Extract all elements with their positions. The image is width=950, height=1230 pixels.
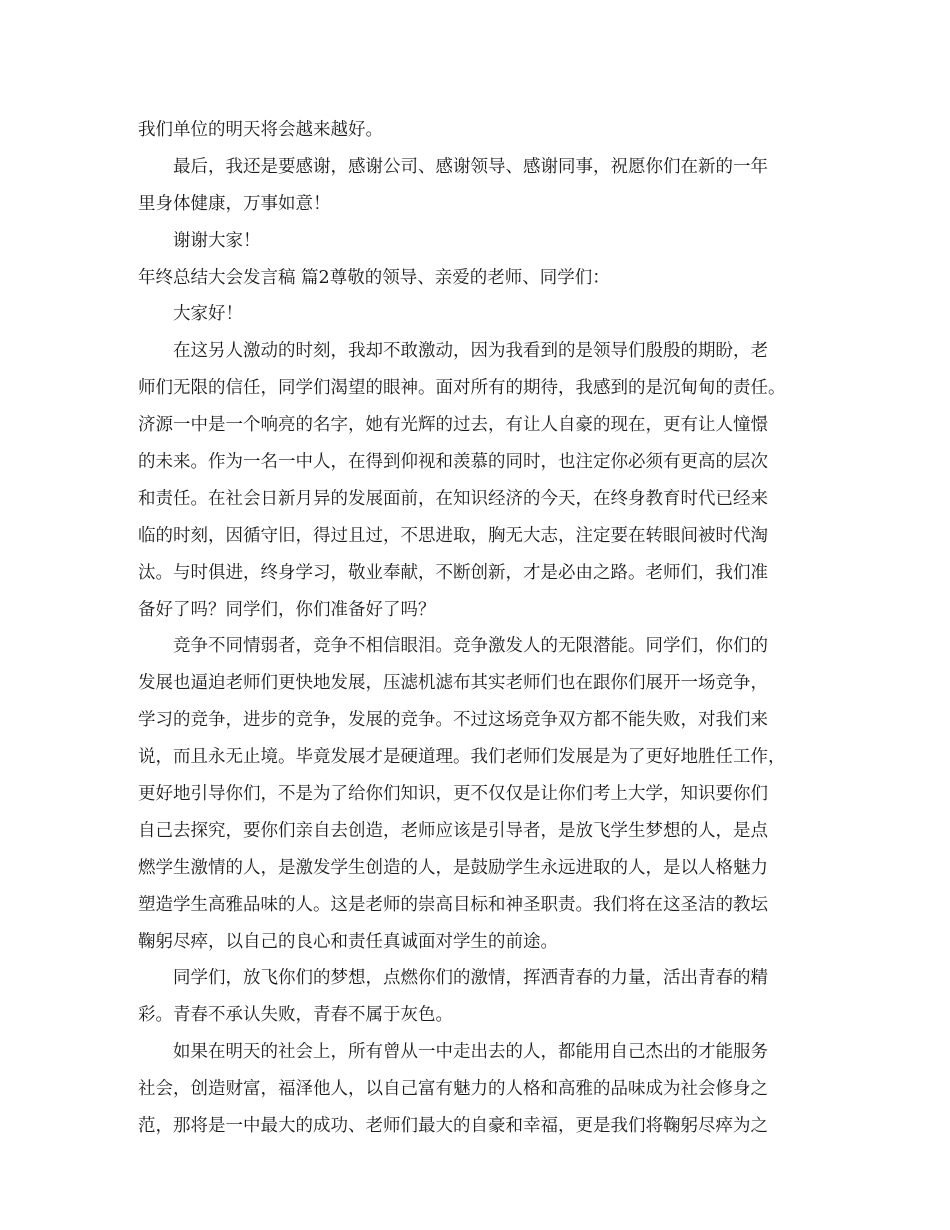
document-body — [138, 112, 828, 1145]
text-line: 范，那将是一中最大的成功、老师们最大的自豪和幸福，更是我们将鞠躬尽瘁为之 — [138, 1116, 768, 1137]
text-line: 社会，创造财富，福泽他人，以自己富有魅力的人格和高雅的品味成为社会修身之 — [138, 1079, 768, 1100]
text-line: 发展也逼迫老师们更快地发展，压滤机滤布其实老师们也在跟你们展开一场竞争， — [138, 673, 768, 694]
text-line: 最后，我还是要感谢，感谢公司、感谢领导、感谢同事，祝愿你们在新的一年 — [173, 156, 768, 177]
text-line: 济源一中是一个响亮的名字，她有光辉的过去，有让人自豪的现在，更有让人憧憬 — [138, 415, 768, 436]
text-line: 鞠躬尽瘁，以自己的良心和责任真诚面对学生的前途。 — [138, 931, 558, 952]
text-line: 师们无限的信任，同学们渴望的眼神。面对所有的期待，我感到的是沉甸甸的责任。 — [138, 378, 786, 399]
text-line: 汰。与时俱进，终身学习，敬业奉献，不断创新，才是必由之路。老师们，我们准 — [138, 562, 768, 583]
text-line: 竞争不同情弱者，竞争不相信眼泪。竞争激发人的无限潜能。同学们，你们的 — [173, 636, 768, 657]
text-line: 彩。青春不承认失败，青春不属于灰色。 — [138, 1005, 453, 1026]
text-line: 说，而且永无止境。毕竟发展才是硬道理。我们老师们发展是为了更好地胜任工作， — [138, 747, 786, 768]
text-line: 备好了吗？同学们，你们准备好了吗？ — [138, 599, 436, 620]
text-line: 和责任。在社会日新月异的发展面前，在知识经济的今天，在终身教育时代已经来 — [138, 488, 768, 509]
text-line: 里身体健康，万事如意！ — [138, 193, 331, 214]
text-line: 同学们，放飞你们的梦想，点燃你们的激情，挥洒青春的力量，活出青春的精 — [173, 968, 768, 989]
text-line: 的未来。作为一名一中人，在得到仰视和羡慕的同时，也注定你必须有更高的层次 — [138, 452, 768, 473]
text-line: 塑造学生高雅品味的人。这是老师的崇高目标和神圣职责。我们将在这圣洁的教坛 — [138, 894, 768, 915]
text-line: 如果在明天的社会上，所有曾从一中走出去的人，都能用自己杰出的才能服务 — [173, 1042, 768, 1063]
text-line: 学习的竞争，进步的竞争，发展的竞争。不过这场竞争双方都不能失败，对我们来 — [138, 710, 768, 731]
text-line: 在这另人激动的时刻，我却不敢激动，因为我看到的是领导们殷殷的期盼，老 — [173, 341, 768, 362]
text-line: 年终总结大会发言稿 篇2尊敬的领导、亲爱的老师、同学们： — [138, 267, 610, 288]
text-line: 更好地引导你们，不是为了给你们知识，更不仅仅是让你们考上大学，知识要你们 — [138, 784, 768, 805]
text-line: 我们单位的明天将会越来越好。 — [138, 120, 383, 140]
text-line: 大家好！ — [173, 304, 243, 325]
text-line: 燃学生激情的人，是激发学生创造的人，是鼓励学生永远进取的人，是以人格魅力 — [138, 857, 768, 878]
text-line: 临的时刻，因循守旧，得过且过，不思进取，胸无大志，注定要在转眼间被时代淘 — [138, 525, 768, 546]
text-line: 自己去探究，要你们亲自去创造，老师应该是引导者，是放飞学生梦想的人，是点 — [138, 820, 768, 841]
text-line: 谢谢大家！ — [173, 230, 261, 251]
